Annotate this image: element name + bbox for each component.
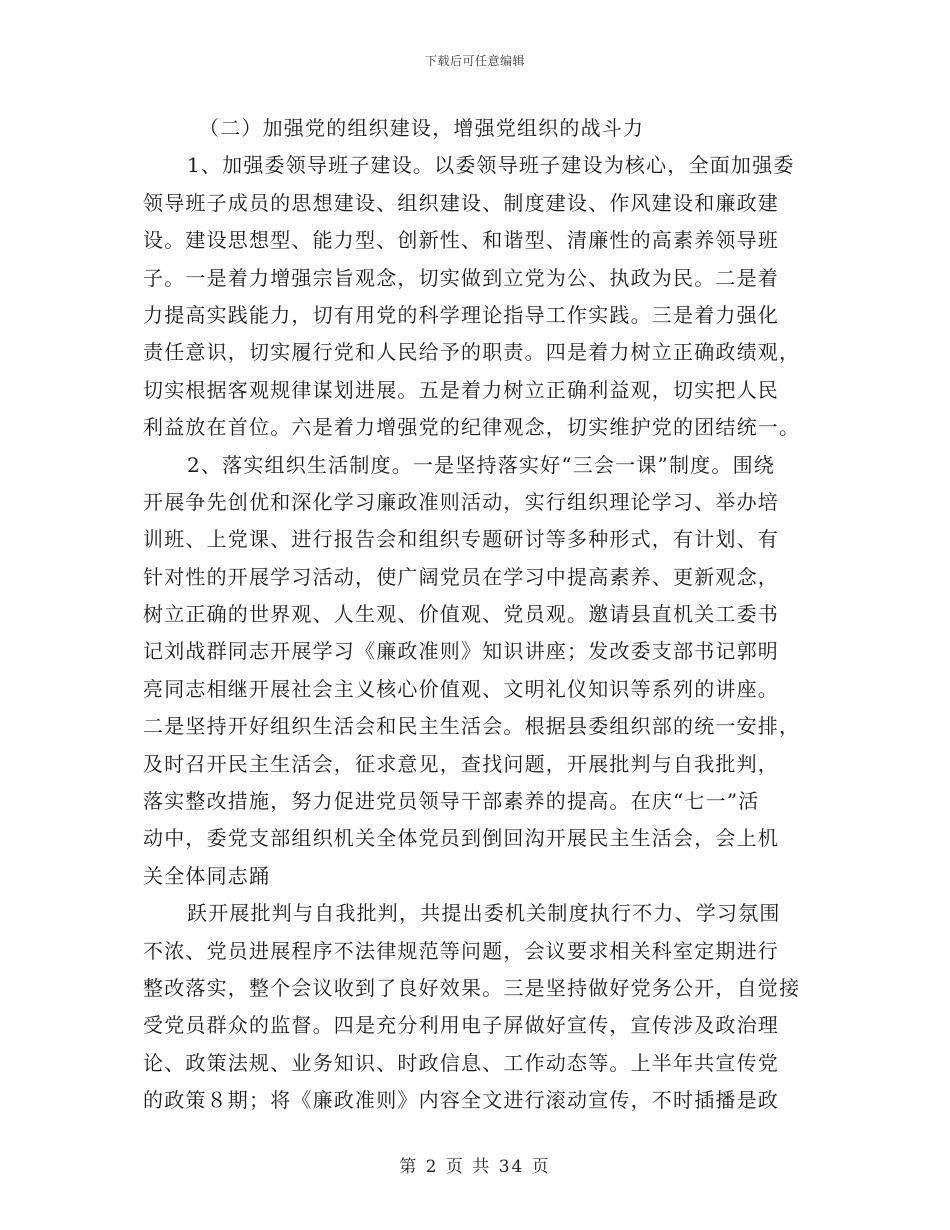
paragraph-line: 的政策８期；将《廉政准则》内容全文进行滚动宣传，不时插播是政 <box>143 1088 779 1113</box>
paragraph-line: 不浓、党员进展程序不法律规范等问题，会议要求相关科室定期进行 <box>143 938 779 963</box>
paragraph-line: 整改落实，整个会议收到了良好效果。三是坚持做好党务公开，自觉接 <box>143 975 801 1000</box>
paragraph-line: 切实根据客观规律谋划进展。五是着力树立正确利益观，切实把人民 <box>143 377 779 402</box>
page-number-footer: 第 2 页 共 34 页 <box>399 1157 551 1177</box>
paragraph-line: 树立正确的世界观、人生观、价值观、党员观。邀请县直机关工委书 <box>143 602 779 627</box>
paragraph-line: 关全体同志踊 <box>143 863 271 888</box>
paragraph-line: 2、落实组织生活制度。一是坚持落实好“三会一课”制度。围绕 <box>187 452 775 477</box>
paragraph-line: 设。建设思想型、能力型、创新性、和谐型、清廉性的高素养领导班 <box>143 228 779 253</box>
paragraph-line: 及时召开民主生活会，征求意见，查找问题，开展批判与自我批判， <box>143 751 779 776</box>
page-header: 下载后可任意编辑 <box>424 54 525 68</box>
paragraph-line: 力提高实践能力，切有用党的科学理论指导工作实践。三是着力强化 <box>143 302 779 327</box>
paragraph-line: 领导班子成员的思想建设、组织建设、制度建设、作风建设和廉政建 <box>143 190 779 215</box>
paragraph-line: 受党员群众的监督。四是充分利用电子屏做好宣传，宣传涉及政治理 <box>143 1013 779 1038</box>
paragraph-line: 训班、上党课、进行报告会和组织专题研讨等多种形式，有计划、有 <box>143 527 779 552</box>
paragraph-line: 责任意识，切实履行党和人民给予的职责。四是着力树立正确政绩观， <box>143 340 801 365</box>
paragraph-line: 记刘战群同志开展学习《廉政准则》知识讲座；发改委支部书记郭明 <box>143 639 779 664</box>
section-heading: （二）加强党的组织建设，增强党组织的战斗力 <box>199 116 645 140</box>
body-text <box>143 110 809 1120</box>
paragraph-line: 二是坚持开好组织生活会和民主生活会。根据县委组织部的统一安排， <box>143 714 801 739</box>
paragraph-line: 利益放在首位。六是着力增强党的纪律观念，切实维护党的团结统一。 <box>143 415 801 440</box>
paragraph-line: 开展争先创优和深化学习廉政准则活动，实行组织理论学习、举办培 <box>143 489 779 514</box>
paragraph-line: 跃开展批判与自我批判，共提出委机关制度执行不力、学习氛围 <box>187 901 781 926</box>
paragraph-line: 论、政策法规、业务知识、时政信息、工作动态等。上半年共宣传党 <box>143 1050 779 1075</box>
paragraph-line: 动中，委党支部组织机关全体党员到倒回沟开展民主生活会，会上机 <box>143 826 779 851</box>
paragraph-line: 1、加强委领导班子建设。以委领导班子建设为核心，全面加强委 <box>187 153 795 178</box>
paragraph-line: 亮同志相继开展社会主义核心价值观、文明礼仪知识等系列的讲座。 <box>143 676 779 701</box>
paragraph-line: 子。一是着力增强宗旨观念，切实做到立党为公、执政为民。二是着 <box>143 265 779 290</box>
paragraph-line: 针对性的开展学习活动，使广阔党员在学习中提高素养、更新观念， <box>143 564 779 589</box>
paragraph-line: 落实整改措施，努力促进党员领导干部素养的提高。在庆“七一”活 <box>143 789 760 814</box>
